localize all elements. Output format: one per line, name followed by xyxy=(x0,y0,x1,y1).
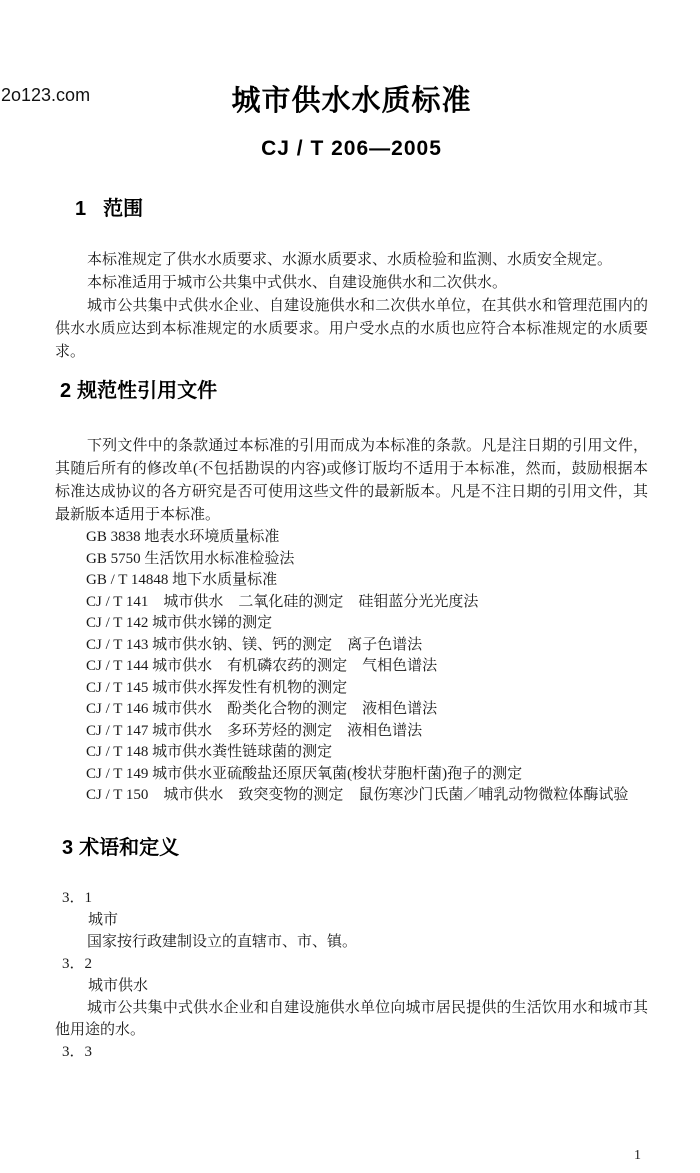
term-entry xyxy=(55,953,648,1041)
terms-list xyxy=(55,887,648,1063)
term-number: 3．3 xyxy=(62,1043,93,1060)
section-number-scope: 1 xyxy=(75,198,87,220)
term-name: 城市供水 xyxy=(88,977,149,994)
section-heading-scope xyxy=(55,196,648,222)
section-heading-terms xyxy=(55,835,648,861)
term-number: 3．1 xyxy=(62,889,93,906)
reference-item: GB / T 14848 地下水质量标准 xyxy=(86,572,278,588)
reference-item: CJ / T 148 城市供水粪性链球菌的测定 xyxy=(86,744,333,760)
section-title-scope: 范围 xyxy=(103,198,144,220)
section-number-references: 2 xyxy=(60,380,72,402)
term-name: 城市 xyxy=(88,911,119,928)
reference-item: CJ / T 150 城市供水 致突变物的测定 鼠伤寒沙门氏菌／哺乳动物微粒体酶试验 xyxy=(86,787,629,803)
references-intro: 下列文件中的条款通过本标准的引用而成为本标准的条款。凡是注日期的引用文件，其随后所有的修改单(不包括勘误的内容)或修订版均不适用于本标准，然而，鼓励根据本标准达成协议的各方研究是否可使用这些文件的最新版本。凡是不注日期的引用文件，其最新版本适用于本标准。 xyxy=(55,438,648,523)
page-number: 1 xyxy=(634,1148,641,1163)
scope-paragraph: 本标准适用于城市公共集中式供水、自建设施供水和二次供水。 xyxy=(87,275,508,291)
reference-item: CJ / T 143 城市供水钠、镁、钙的测定 离子色谱法 xyxy=(86,636,423,653)
reference-item: CJ / T 144 城市供水 有机磷农药的测定 气相色谱法 xyxy=(86,658,438,674)
section-heading-references xyxy=(55,378,648,404)
term-entry xyxy=(55,1041,648,1063)
reference-item: CJ / T 141 城市供水 二氧化硅的测定 硅钼蓝分光光度法 xyxy=(86,593,479,610)
reference-item: CJ / T 142 城市供水锑的测定 xyxy=(86,615,273,631)
document-page xyxy=(0,86,700,1063)
term-definition: 城市公共集中式供水企业和自建设施供水单位向城市居民提供的生活饮用水和城市其他用途的水。 xyxy=(55,999,648,1038)
scope-paragraph: 本标准规定了供水水质要求、水源水质要求、水质检验和监测、水质安全规定。 xyxy=(87,252,613,268)
scope-body xyxy=(55,249,648,364)
section-number-terms: 3 xyxy=(62,836,74,859)
term-number: 3．2 xyxy=(62,955,93,972)
reference-item: CJ / T 147 城市供水 多环芳烃的测定 液相色谱法 xyxy=(86,722,423,739)
reference-item: GB 5750 生活饮用水标准检验法 xyxy=(86,550,295,567)
reference-item: CJ / T 145 城市供水挥发性有机物的测定 xyxy=(86,679,348,696)
references-list xyxy=(55,527,648,807)
section-title-terms: 术语和定义 xyxy=(79,836,180,859)
reference-item: GB 3838 地表水环境质量标准 xyxy=(86,529,280,545)
scope-paragraph: 城市公共集中式供水企业、自建设施供水和二次供水单位，在其供水和管理范围内的供水水质应达到本标准规定的水质要求。用户受水点的水质也应符合本标准规定的水质要求。 xyxy=(55,298,648,360)
watermark-text: 2o123.com xyxy=(1,85,91,105)
term-entry xyxy=(55,887,648,953)
term-definition: 国家按行政建制设立的直辖市、市、镇。 xyxy=(87,933,358,950)
section-title-references: 规范性引用文件 xyxy=(77,380,218,402)
reference-item: CJ / T 146 城市供水 酚类化合物的测定 液相色谱法 xyxy=(86,701,438,717)
reference-item: CJ / T 149 城市供水亚硫酸盐还原厌氧菌(梭状芽胞杆菌)孢子的测定 xyxy=(86,765,523,782)
standard-number: CJ / T 206—2005 xyxy=(261,137,442,160)
document-title: 城市供水水质标准 xyxy=(231,85,472,117)
